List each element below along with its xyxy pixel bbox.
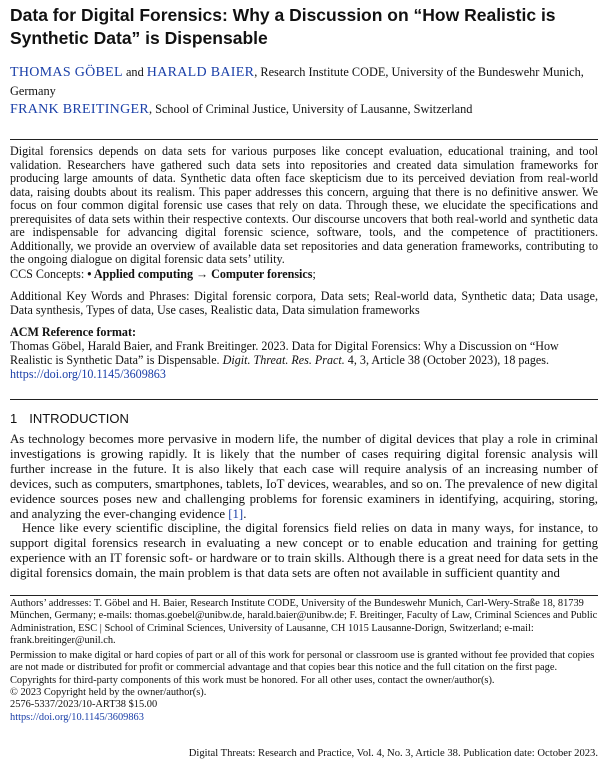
author-name[interactable]: FRANK BREITINGER <box>10 102 149 117</box>
author-name[interactable]: THOMAS GÖBEL <box>10 65 123 80</box>
acm-reference-text-end: 4, 3, Article 38 (October 2023), 18 pages. <box>344 353 549 367</box>
keywords: Additional Key Words and Phrases: Digital forensic corpora, Data sets; Real-world data, Synthetic data; Data usage, Data synthesis, Types of data, Use cases, Realistic data, Data simulation frameworks <box>10 289 598 317</box>
issn-line: 2576-5337/2023/10-ART38 $15.00 <box>10 699 158 711</box>
footnote-divider <box>10 595 598 596</box>
divider <box>10 399 598 400</box>
paragraph <box>10 432 598 521</box>
abstract: Digital forensics depends on data sets for various purposes like concept evaluation, educational training, and tool validation. Researchers have gathered such data sets into repositories and created data simulation frameworks for producing large amounts of data. Synthetic data often face skepticism due to its perceived deviation from real-world data, raising doubts about its realism. This paper addresses this concern, arguing that there is no definitive answer. We focus on four common digital forensic use cases that rely on data. Through these, we elucidate the specifications and prerequisites of data sets within their respective contexts. Our discourse uncovers that both real-world and synthetic data are indispensable for advancing digital forensic science, software, tools, and the competence of practitioners. Additionally, we provide an overview of available data set repositories and data generation frameworks, contributing to the ongoing dialogue on digital forensic data sets’ utility. <box>10 144 598 266</box>
footnotes <box>10 598 598 724</box>
author-conjunction: and <box>122 65 147 79</box>
ccs-end: ; <box>312 267 316 281</box>
section-number: 1 <box>10 411 18 426</box>
footnote-doi-link[interactable]: https://doi.org/10.1145/3609863 <box>10 711 144 723</box>
acm-reference-text: Thomas Göbel, Harald Baier, and Frank Breitinger. 2023. Data for Digital Forensics: Why a Discussion on “How Realistic is Synthetic Data” is Dispensable. <box>10 339 559 367</box>
ccs-concept: Applied computing → Computer forensics <box>93 267 313 281</box>
paragraph-end: . <box>243 506 247 521</box>
page-footer: Digital Threats: Research and Practice, Vol. 4, No. 3, Article 38. Publication date: October 2023. <box>188 748 598 759</box>
introduction-body <box>10 432 598 581</box>
acm-reference <box>10 325 598 381</box>
paper-title: Data for Digital Forensics: Why a Discussion on “How Realistic is Synthetic Data” is Dispensable <box>10 5 556 48</box>
ccs-bullet: • <box>87 267 94 281</box>
author-block <box>10 63 598 119</box>
divider <box>10 139 598 140</box>
section-heading <box>10 411 598 426</box>
ccs-concepts <box>10 267 598 281</box>
paragraph-text: As technology becomes more pervasive in modern life, the number of digital devices that play a role in criminal investigations is growing rapidly. It is likely that the number of cases requiring digital forensic analysis will further increase in the future. It is also likely that each case will require analysis of an increasing number of devices, such as computers, smartphones, tablets, IoT devices, wearables, and so on. The prevalence of new digital evidence sources poses new and challenging problems for forensic examiners in identifying, acquiring, storing, and analyzing the ever-changing evidence <box>10 432 598 521</box>
acm-reference-heading: ACM Reference format: <box>10 325 137 339</box>
author-name[interactable]: HARALD BAIER <box>146 65 255 80</box>
copyright-line: © 2023 Copyright held by the owner/author(s). <box>10 687 207 699</box>
section-title: INTRODUCTION <box>29 411 129 426</box>
permission-notice: Permission to make digital or hard copies of part or all of this work for personal or classroom use is granted without fee provided that copies are not made or distributed for profit or commercial advantage and that copies bear this notice and the full citation on the first page. Copyrights for third-party components of this work must be honored. For all other uses, contact the owner/author(s). <box>10 650 595 686</box>
author-affiliation: , Research Institute CODE, University of the Bundeswehr Munich, Germany <box>10 65 584 98</box>
author-addresses: Authors’ addresses: T. Göbel and H. Baier, Research Institute CODE, University of the Bundeswehr Munich, Carl-Wery-Straße 18, 81739 München, Germany; e-mails: thomas.goebel@unibw.de, harald.baier@unibw.de; F. Breitinger, Faculty of Law, Criminal Sciences and Public Administration, ESC | School of Criminal Sciences, University of Lausanne, CH 1015 Lausanne-Dorign, Switzerland; e-mail: frank.breitinger@unil.ch. <box>10 598 598 646</box>
doi-link[interactable]: https://doi.org/10.1145/3609863 <box>10 367 166 381</box>
citation-link[interactable]: [1] <box>228 506 244 521</box>
author-affiliation: , School of Criminal Justice, University of Lausanne, Switzerland <box>148 102 473 116</box>
ccs-label: CCS Concepts: <box>10 267 88 281</box>
acm-reference-venue: Digit. Threat. Res. Pract. <box>222 353 345 367</box>
paragraph: Hence like every scientific discipline, the digital forensics field relies on data in many ways, for instance, to support digital forensics research in evaluating a new concept or to enable education and training for getting experience with an IT forensic soft- or hardware or to train skills. Although there is a great need for data sets in the digital forensics domain, the main problem is that data sets are often not available in sufficient quantity and <box>10 521 598 581</box>
